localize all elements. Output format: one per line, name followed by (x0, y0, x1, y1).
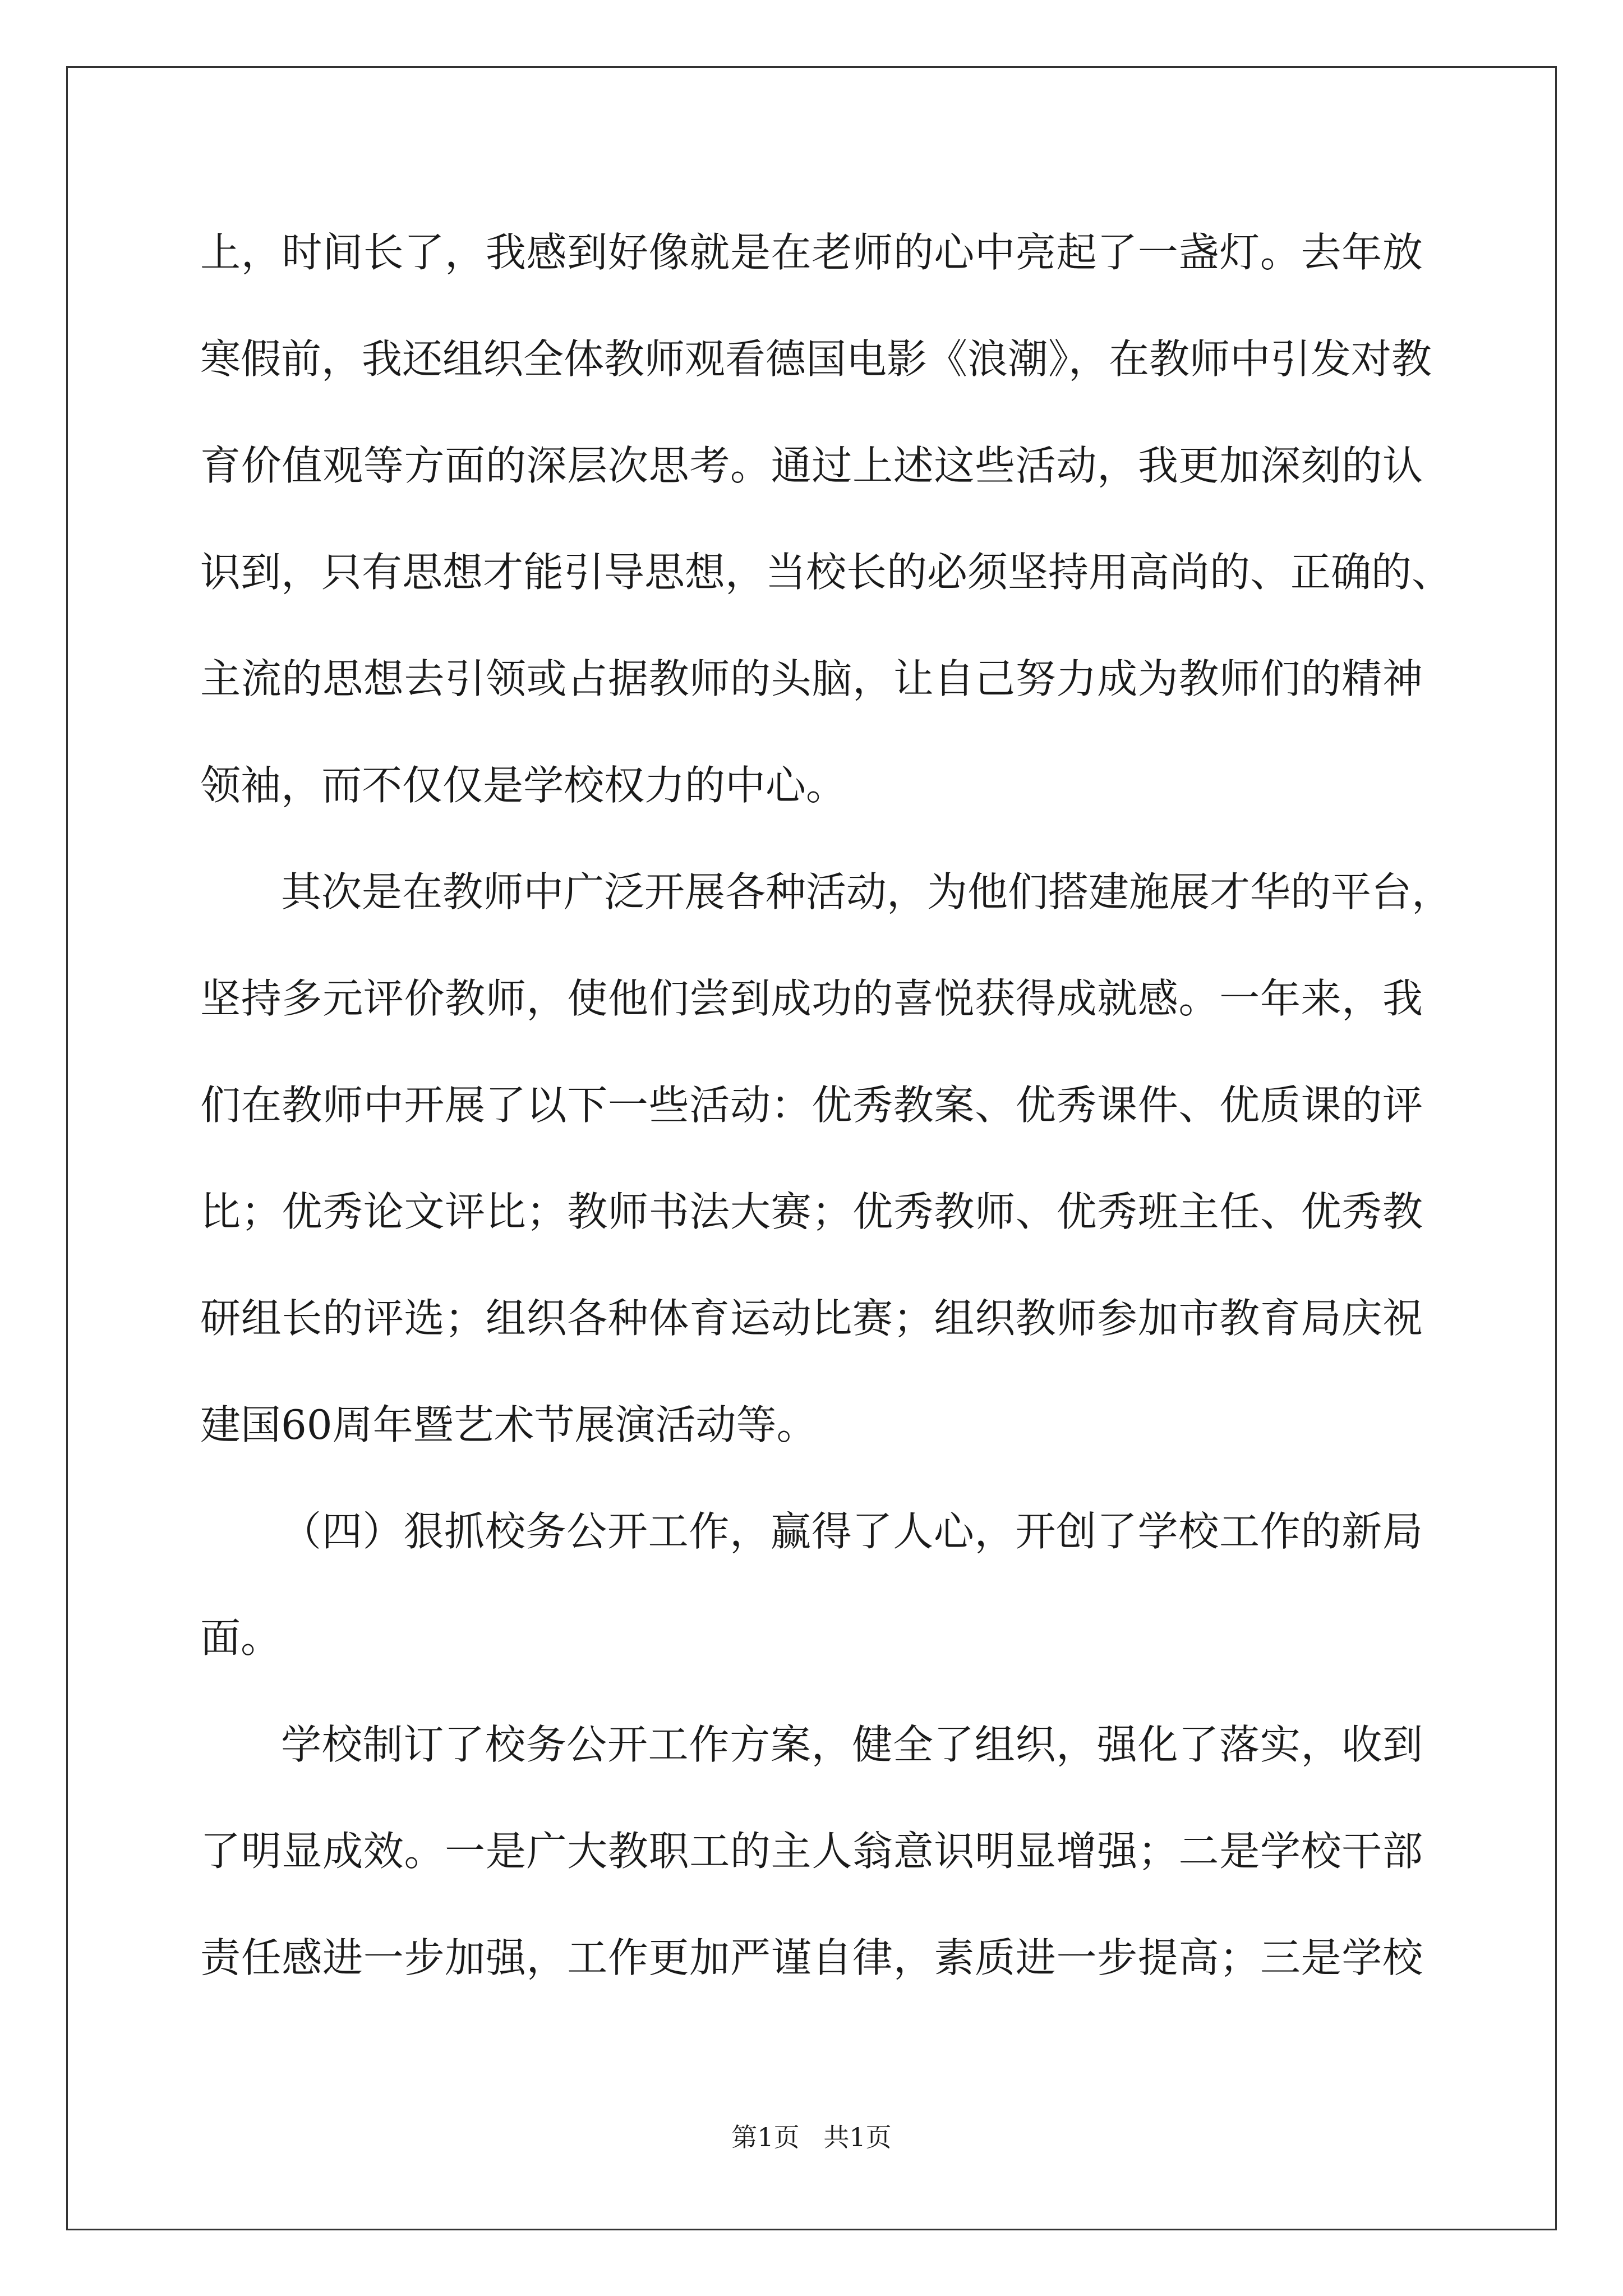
text-line: 面。 (200, 1614, 282, 1662)
text-line: 其次是在教师中广泛开展各种活动，为他们搭建施展才华的平台， (281, 868, 1453, 915)
text-line: 学校制订了校务公开工作方案，健全了组织，强化了落实，收到 (281, 1721, 1423, 1768)
text-line: 们在教师中开展了以下一些活动：优秀教案、优秀课件、优质课的评 (200, 1082, 1423, 1129)
text-line: 了明显成效。一是广大教职工的主人翁意识明显增强；二是学校干部 (200, 1828, 1423, 1875)
page-total: 共1页 (823, 2122, 892, 2152)
text-line: （四）狠抓校务公开工作，赢得了人心，开创了学校工作的新局 (281, 1508, 1423, 1555)
text-line: 主流的思想去引领或占据教师的头脑，让自己努力成为教师们的精神 (200, 655, 1423, 702)
text-line: 上，时间长了，我感到好像就是在老师的心中亮起了一盏灯。去年放 (200, 229, 1423, 276)
text-line: 领袖，而不仅仅是学校权力的中心。 (200, 762, 847, 809)
text-line: 育价值观等方面的深层次思考。通过上述这些活动，我更加深刻的认 (200, 442, 1423, 489)
text-line: 寒假前，我还组织全体教师观看德国电影《浪潮》，在教师中引发对教 (200, 335, 1432, 383)
document-body (200, 219, 1453, 2031)
page-number: 第1页 (731, 2122, 800, 2152)
text-line: 比；优秀论文评比；教师书法大赛；优秀教师、优秀班主任、优秀教 (200, 1188, 1423, 1235)
text-line: 建国60周年暨艺术节展演活动等。 (200, 1401, 817, 1448)
text-line: 责任感进一步加强，工作更加严谨自律，素质进一步提高；三是学校 (200, 1934, 1423, 1981)
text-line: 坚持多元评价教师，使他们尝到成功的喜悦获得成就感。一年来，我 (200, 975, 1423, 1022)
text-line: 识到，只有思想才能引导思想，当校长的必须坚持用高尚的、正确的、 (200, 549, 1453, 596)
page-footer (0, 2120, 1623, 2154)
text-line: 研组长的评选；组织各种体育运动比赛；组织教师参加市教育局庆祝 (200, 1295, 1423, 1342)
